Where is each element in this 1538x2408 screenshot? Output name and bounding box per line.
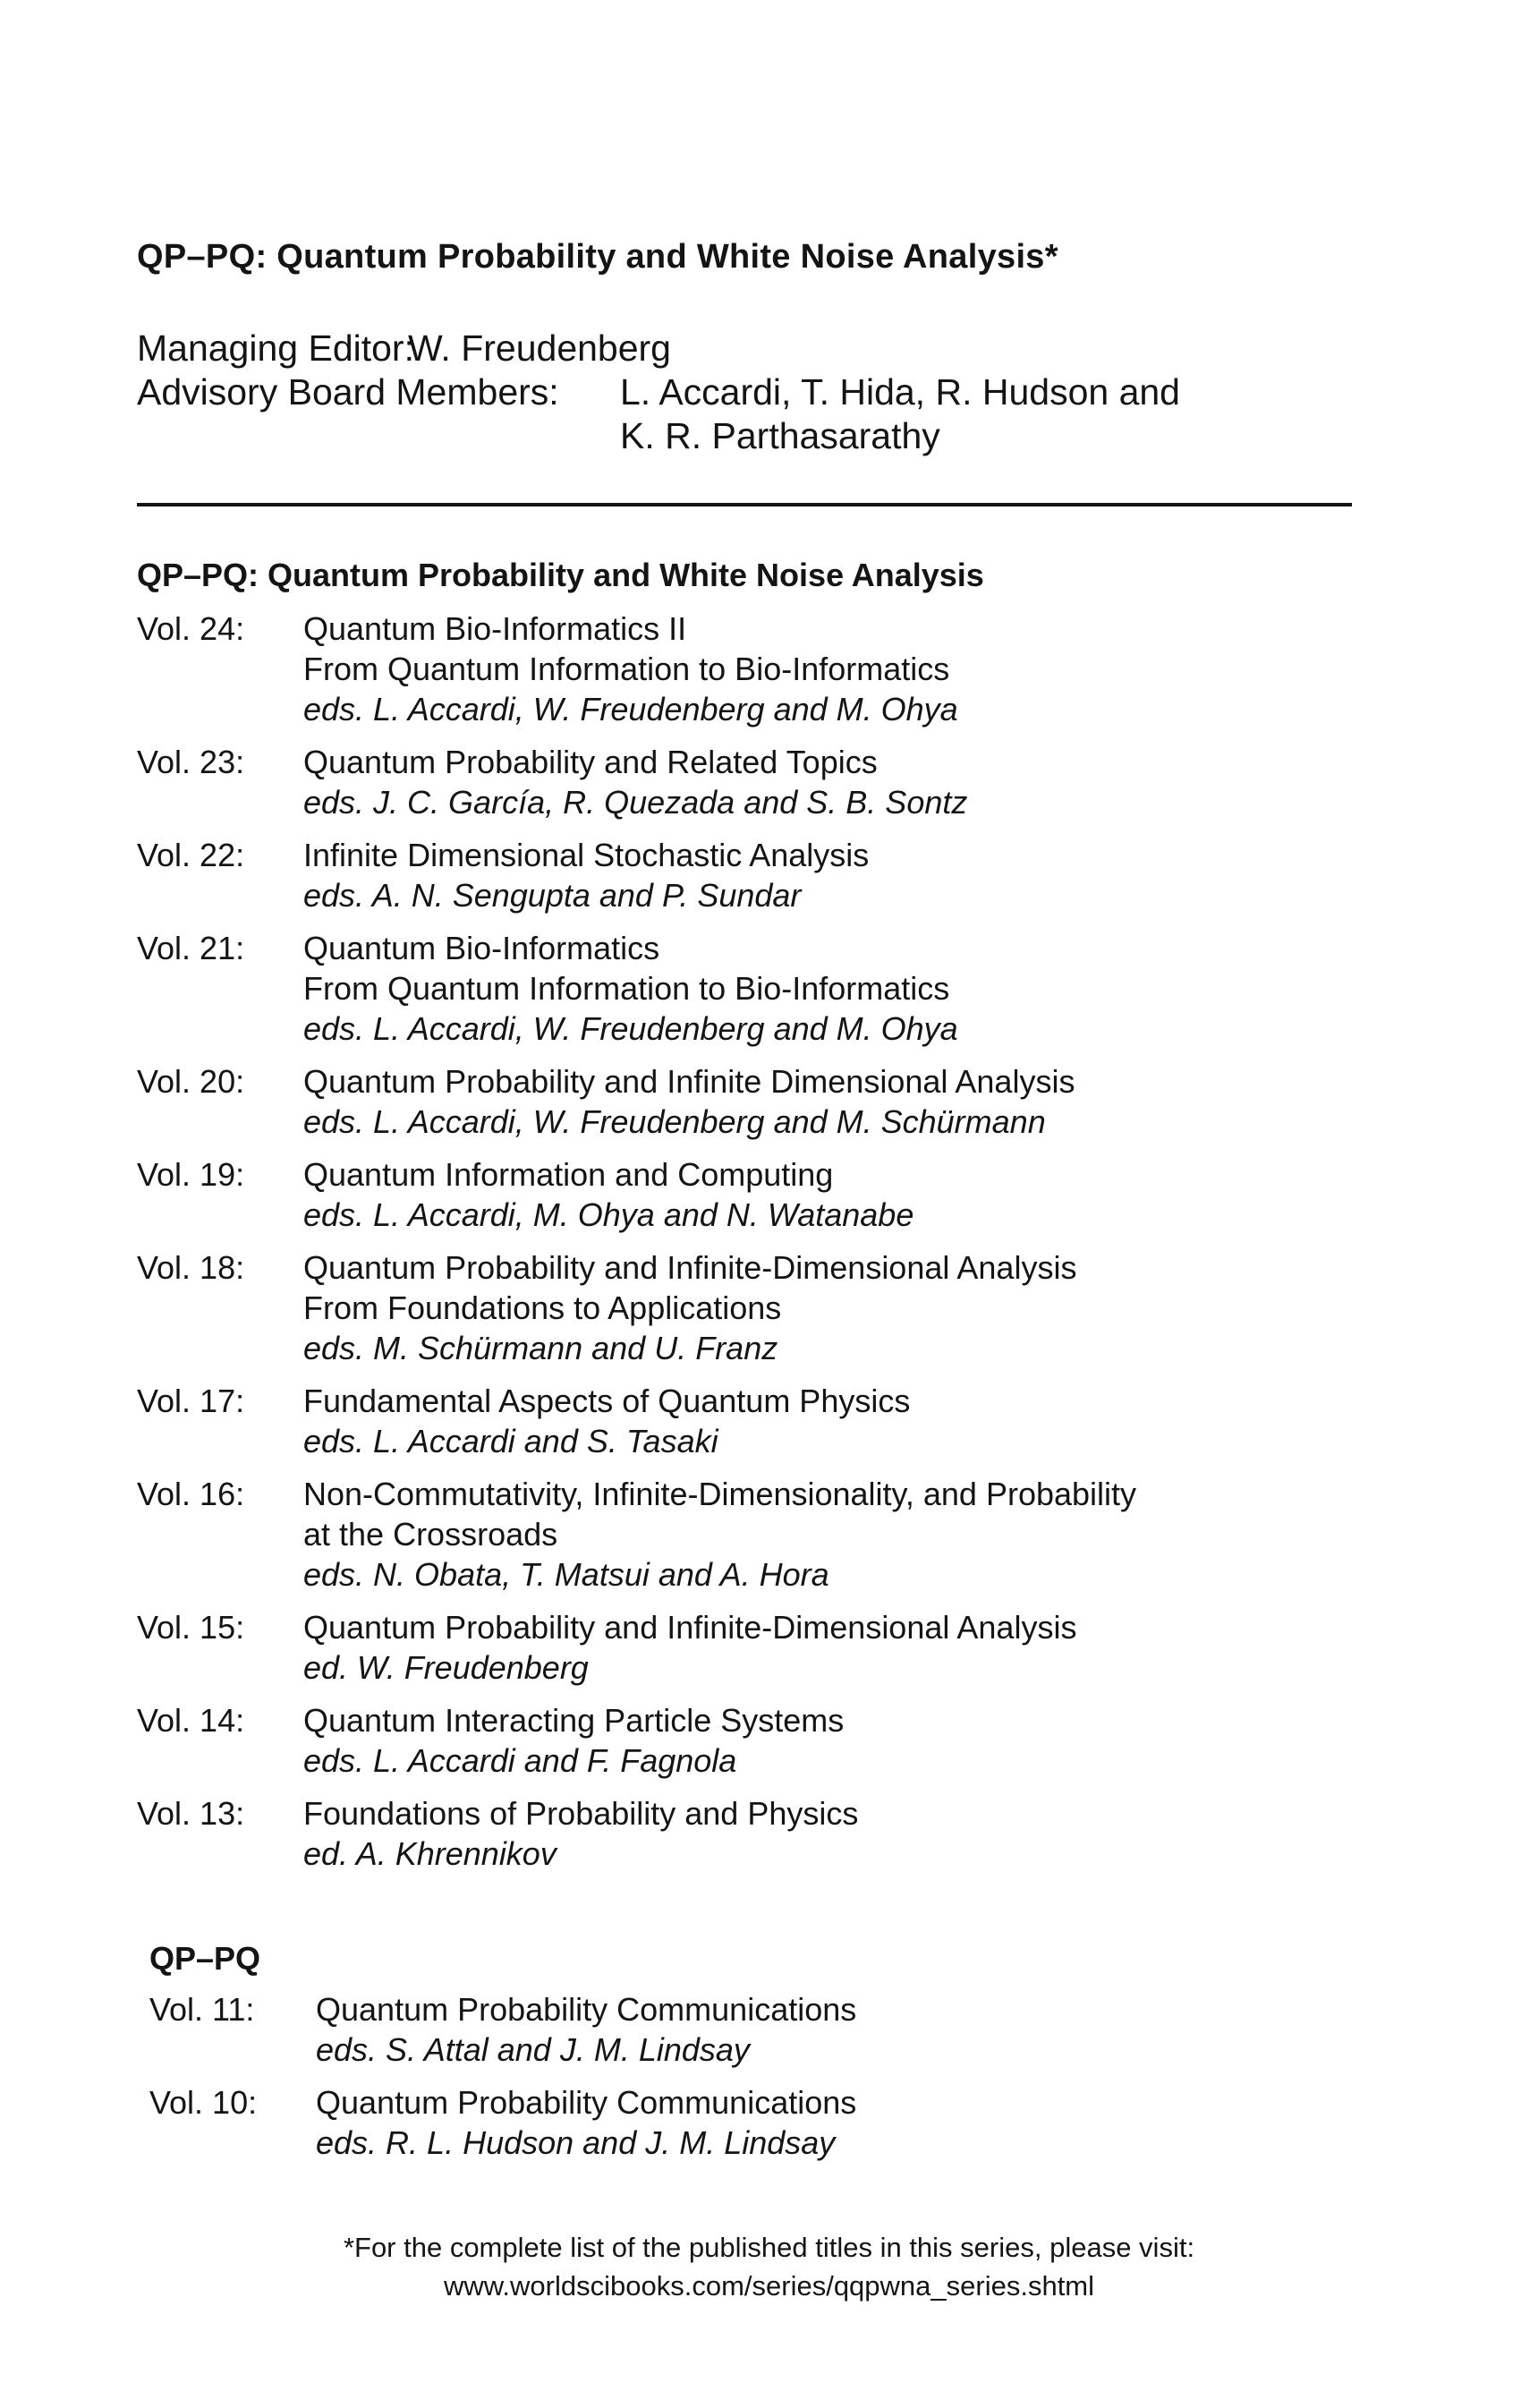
volume-entry [137,1474,1136,1595]
volume-details [303,1793,858,1874]
advisory-board-row [137,370,1180,414]
volume-editors: eds. L. Accardi, W. Freudenberg and M. Ohya [303,1010,958,1047]
volume-editors: eds. L. Accardi and S. Tasaki [303,1423,718,1459]
volume-details [303,835,869,915]
volume-entry [137,1381,1136,1461]
volume-details [303,742,967,822]
volume-details [316,2082,856,2163]
volume-title: Quantum Probability and Infinite-Dimensional Analysis [303,1609,1077,1646]
volume-title: Non-Commutativity, Infinite-Dimensionality, and Probability [303,1476,1137,1512]
volume-details [316,1989,856,2070]
volume-title: Quantum Bio-Informatics [303,930,660,966]
volume-entry [137,608,1136,729]
volume-entry [137,1700,1136,1781]
volume-title: Foundations of Probability and Physics [303,1795,859,1832]
volume-title: Quantum Bio-Informatics II [303,610,687,647]
volume-entry [137,742,1136,822]
volume-number: Vol. 19: [137,1156,245,1193]
volume-subtitle: From Quantum Information to Bio-Informatics [303,651,950,687]
volume-details [303,608,958,729]
volume-title: Quantum Probability and Infinite-Dimensional Analysis [303,1249,1077,1286]
volume-details [303,1474,1136,1595]
volume-title: Quantum Probability and Infinite Dimensional Analysis [303,1063,1075,1100]
volume-title: Infinite Dimensional Stochastic Analysis [303,837,870,873]
volume-list-main [137,608,1136,1886]
volume-entry [137,928,1136,1049]
volume-number: Vol. 16: [137,1476,245,1512]
footnote-url: www.worldscibooks.com/series/qqpwna_series.shtml [443,2270,1095,2302]
section-heading-qp-pq: QP–PQ [149,1940,261,1977]
volume-editors: ed. A. Khrennikov [303,1835,557,1872]
volume-number: Vol. 20: [137,1063,245,1100]
volume-entry [149,1989,856,2070]
volume-list-early [149,1989,856,2175]
volume-details [303,1381,910,1461]
volume-entry [137,1061,1136,1142]
volume-number: Vol. 11: [149,1991,255,2028]
managing-editor-label: Managing Editor: [137,328,414,369]
volume-details [303,1700,844,1781]
footnote-line-1: *For the complete list of the published titles in this series, please visit: [343,2232,1195,2263]
volume-number: Vol. 18: [137,1249,245,1286]
volume-number: Vol. 23: [137,744,245,780]
volume-title: Quantum Interacting Particle Systems [303,1702,845,1739]
volume-editors: eds. L. Accardi, W. Freudenberg and M. Schürmann [303,1103,1046,1140]
volume-entry [137,1154,1136,1235]
volume-editors: eds. J. C. García, R. Quezada and S. B. Sontz [303,784,968,821]
section-heading-qp-pq-full: QP–PQ: Quantum Probability and White Noise Analysis [137,557,984,593]
volume-editors: eds. N. Obata, T. Matsui and A. Hora [303,1556,829,1593]
horizontal-rule [137,503,1352,506]
volume-number: Vol. 22: [137,837,245,873]
volume-number: Vol. 15: [137,1609,245,1646]
volume-editors: eds. L. Accardi, M. Ohya and N. Watanabe [303,1196,914,1233]
volume-details [303,1154,913,1235]
volume-editors: eds. M. Schürmann and U. Franz [303,1330,778,1366]
volume-title: Quantum Probability Communications [316,2084,857,2121]
footnote [0,2228,1538,2305]
volume-editors: eds. L. Accardi, W. Freudenberg and M. Ohya [303,691,958,728]
volume-title: Quantum Information and Computing [303,1156,834,1193]
volume-subtitle: From Quantum Information to Bio-Informatics [303,970,950,1007]
volume-number: Vol. 17: [137,1383,245,1419]
volume-subtitle: From Foundations to Applications [303,1289,782,1326]
volume-details [303,928,958,1049]
series-title: QP–PQ: Quantum Probability and White Noise Analysis* [137,238,1058,276]
volume-subtitle: at the Crossroads [303,1516,558,1553]
managing-editor-row [137,327,1180,370]
volume-title: Quantum Probability and Related Topics [303,744,878,780]
volume-number: Vol. 10: [149,2084,258,2121]
editors-block [137,327,1180,458]
advisory-board-label: Advisory Board Members: [137,371,559,413]
volume-details [303,1607,1076,1688]
volume-entry [137,1607,1136,1688]
volume-editors: ed. W. Freudenberg [303,1649,589,1686]
volume-editors: eds. R. L. Hudson and J. M. Lindsay [316,2124,836,2161]
volume-title: Fundamental Aspects of Quantum Physics [303,1383,911,1419]
volume-number: Vol. 14: [137,1702,245,1739]
volume-details [303,1061,1075,1142]
volume-entry [137,1247,1136,1368]
volume-number: Vol. 21: [137,930,245,966]
volume-title: Quantum Probability Communications [316,1991,857,2028]
volume-entry [149,2082,856,2163]
managing-editor-name: W. Freudenberg [408,328,671,369]
advisory-board-members-line1: L. Accardi, T. Hida, R. Hudson and [620,371,1180,413]
volume-editors: eds. L. Accardi and F. Fagnola [303,1742,737,1779]
advisory-board-members-line2: K. R. Parthasarathy [620,415,940,456]
volume-number: Vol. 24: [137,610,245,647]
volume-entry [137,1793,1136,1874]
volume-details [303,1247,1076,1368]
advisory-board-row-2 [137,414,1180,458]
volume-editors: eds. A. N. Sengupta and P. Sundar [303,877,802,914]
volume-number: Vol. 13: [137,1795,245,1832]
volume-entry [137,835,1136,915]
volume-editors: eds. S. Attal and J. M. Lindsay [316,2031,750,2068]
